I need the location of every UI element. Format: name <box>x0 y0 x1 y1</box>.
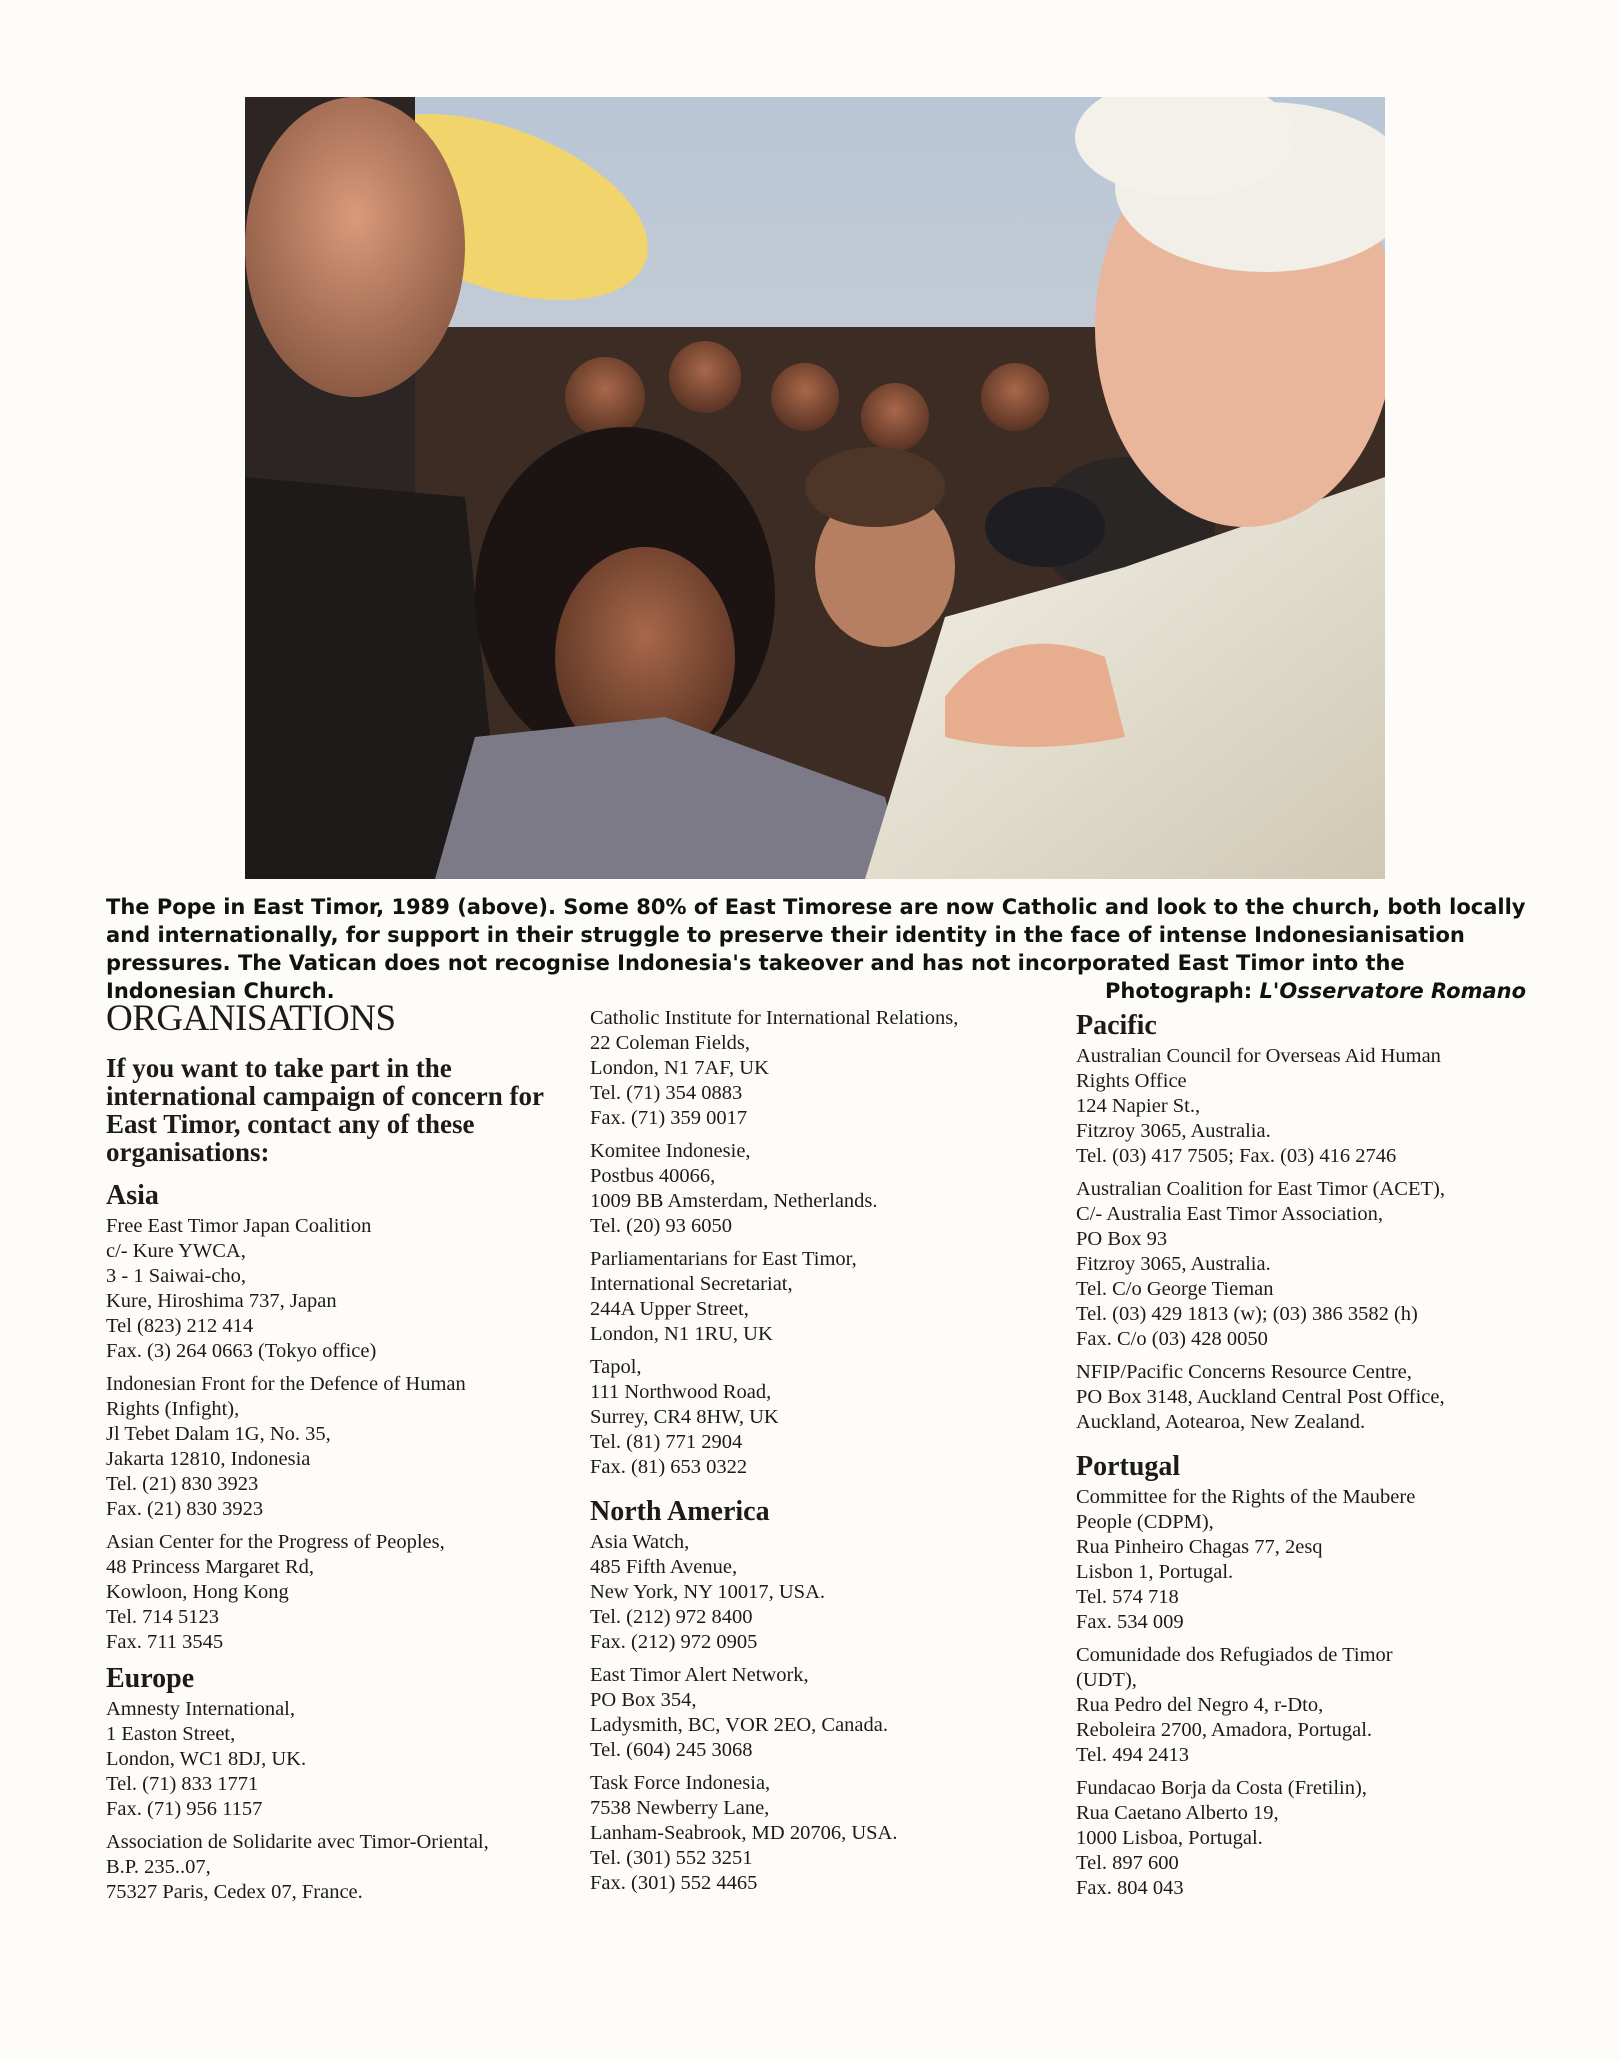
address-line: Fax. (301) 552 4465 <box>590 1872 758 1894</box>
address-line: Tel. 714 5123 <box>106 1606 220 1628</box>
address-line: Tel. (81) 771 2904 <box>590 1431 743 1453</box>
address-line: 124 Napier St., <box>1076 1095 1201 1117</box>
organisation-entry <box>106 1697 576 1822</box>
asia-entries <box>106 1214 576 1655</box>
address-line: Tel. (20) 93 6050 <box>590 1215 733 1237</box>
organisation-entry <box>1076 1643 1546 1768</box>
address-line: Tel. C/o George Tieman <box>1076 1278 1274 1300</box>
address-line: Surrey, CR4 8HW, UK <box>590 1406 779 1428</box>
organisation-entry <box>590 1006 1060 1131</box>
organisation-entry <box>590 1530 1060 1655</box>
address-line: Fax. (21) 830 3923 <box>106 1498 264 1520</box>
address-line: 1000 Lisboa, Portugal. <box>1076 1827 1263 1849</box>
address-line: Tapol, <box>590 1356 642 1378</box>
organisation-entry <box>1076 1485 1546 1635</box>
address-line: People (CDPM), <box>1076 1511 1214 1533</box>
address-line: Tel (823) 212 414 <box>106 1315 254 1337</box>
europe-entries <box>106 1697 576 1905</box>
photograph-pope-crowd-icon <box>245 97 1385 879</box>
address-line: Reboleira 2700, Amadora, Portugal. <box>1076 1719 1373 1741</box>
column-1 <box>106 998 576 1913</box>
address-line: (UDT), <box>1076 1669 1137 1691</box>
address-line: 75327 Paris, Cedex 07, France. <box>106 1881 363 1903</box>
address-line: Rua Pedro del Negro 4, r-Dto, <box>1076 1694 1324 1716</box>
address-line: Committee for the Rights of the Maubere <box>1076 1486 1416 1508</box>
address-line: Rua Caetano Alberto 19, <box>1076 1802 1279 1824</box>
address-line: Tel. (21) 830 3923 <box>106 1473 259 1495</box>
address-line: Tel. (212) 972 8400 <box>590 1606 753 1628</box>
address-line: 1 Easton Street, <box>106 1723 236 1745</box>
address-line: Fax. 804 043 <box>1076 1877 1184 1899</box>
address-line: Asia Watch, <box>590 1531 690 1553</box>
address-line: PO Box 3148, Auckland Central Post Office, <box>1076 1386 1445 1408</box>
photo-credit <box>1105 977 1526 1005</box>
address-line: Lanham-Seabrook, MD 20706, USA. <box>590 1822 898 1844</box>
organisation-entry <box>590 1139 1060 1239</box>
address-line: Tel. (03) 417 7505; Fax. (03) 416 2746 <box>1076 1145 1397 1167</box>
address-line: Fundacao Borja da Costa (Fretilin), <box>1076 1777 1367 1799</box>
address-line: Auckland, Aotearoa, New Zealand. <box>1076 1411 1366 1433</box>
organisation-entry <box>590 1771 1060 1896</box>
north-america-entries <box>590 1530 1060 1896</box>
address-line: Task Force Indonesia, <box>590 1772 771 1794</box>
region-heading-portugal: Portugal <box>1076 1451 1181 1482</box>
address-line: Tel. (301) 552 3251 <box>590 1847 753 1869</box>
address-line: Jl Tebet Dalam 1G, No. 35, <box>106 1423 331 1445</box>
address-line: 7538 Newberry Lane, <box>590 1797 770 1819</box>
address-line: Comunidade dos Refugiados de Timor <box>1076 1644 1393 1666</box>
address-line: Kure, Hiroshima 737, Japan <box>106 1290 337 1312</box>
address-line: Rights (Infight), <box>106 1398 240 1420</box>
organisation-entry <box>1076 1044 1546 1169</box>
photograph-pope-east-timor <box>245 97 1385 879</box>
address-line: Association de Solidarite avec Timor-Oriental, <box>106 1831 489 1853</box>
caption-text: The Pope in East Timor, 1989 (above). Some 80% of East Timorese are now Catholic and look to the church, both locally and internationally, for support in their struggle to preserve their identity in the face of intense Indonesianisation pressures. The Vatican does not recognise Indonesia's takeover and has not incorporated East Timor into the Indonesian Church. <box>106 895 1526 1003</box>
column-3 <box>1076 1006 1546 1909</box>
address-line: Australian Coalition for East Timor (ACET), <box>1076 1178 1445 1200</box>
address-line: Postbus 40066, <box>590 1165 716 1187</box>
organisation-entry <box>1076 1360 1546 1435</box>
address-line: PO Box 354, <box>590 1689 697 1711</box>
address-line: 48 Princess Margaret Rd, <box>106 1556 315 1578</box>
address-line: Tel. 897 600 <box>1076 1852 1179 1874</box>
address-line: Fax. (3) 264 0663 (Tokyo office) <box>106 1340 377 1362</box>
address-line: Fitzroy 3065, Australia. <box>1076 1120 1271 1142</box>
region-heading-pacific: Pacific <box>1076 1010 1157 1041</box>
address-line: Indonesian Front for the Defence of Human <box>106 1373 466 1395</box>
address-line: London, N1 1RU, UK <box>590 1323 773 1345</box>
organisation-entry <box>106 1214 576 1364</box>
region-heading-europe: Europe <box>106 1663 195 1694</box>
address-line: Tel. (604) 245 3068 <box>590 1739 753 1761</box>
organisation-entry <box>106 1830 576 1905</box>
photo-caption <box>106 893 1526 1005</box>
address-line: Fax. 534 009 <box>1076 1611 1184 1633</box>
address-line: Asian Center for the Progress of Peoples, <box>106 1531 445 1553</box>
organisation-entry <box>1076 1177 1546 1352</box>
address-line: Australian Council for Overseas Aid Human <box>1076 1045 1441 1067</box>
address-line: Tel. (03) 429 1813 (w); (03) 386 3582 (h) <box>1076 1303 1418 1325</box>
address-line: East Timor Alert Network, <box>590 1664 809 1686</box>
address-line: Rights Office <box>1076 1070 1187 1092</box>
address-line: Fax. C/o (03) 428 0050 <box>1076 1328 1268 1350</box>
organisation-entry <box>106 1530 576 1655</box>
pacific-entries <box>1076 1044 1546 1435</box>
organisation-entry <box>590 1247 1060 1347</box>
region-heading-north-america: North America <box>590 1496 770 1527</box>
address-line: Free East Timor Japan Coalition <box>106 1215 372 1237</box>
organisation-entry <box>106 1372 576 1522</box>
organisation-entry <box>1076 1776 1546 1901</box>
address-line: 3 - 1 Saiwai-cho, <box>106 1265 247 1287</box>
region-heading-asia: Asia <box>106 1180 159 1211</box>
address-line: Catholic Institute for International Relations, <box>590 1007 959 1029</box>
address-line: Fax. (81) 653 0322 <box>590 1456 748 1478</box>
address-line: Fitzroy 3065, Australia. <box>1076 1253 1271 1275</box>
address-line: 244A Upper Street, <box>590 1298 749 1320</box>
address-line: Fax. (71) 359 0017 <box>590 1107 748 1129</box>
address-line: London, N1 7AF, UK <box>590 1057 769 1079</box>
portugal-entries <box>1076 1485 1546 1901</box>
address-line: Komitee Indonesie, <box>590 1140 751 1162</box>
address-line: Lisbon 1, Portugal. <box>1076 1561 1234 1583</box>
address-line: NFIP/Pacific Concerns Resource Centre, <box>1076 1361 1412 1383</box>
address-line: 22 Coleman Fields, <box>590 1032 751 1054</box>
address-line: 485 Fifth Avenue, <box>590 1556 738 1578</box>
organisation-entry <box>590 1663 1060 1763</box>
address-line: Rua Pinheiro Chagas 77, 2esq <box>1076 1536 1323 1558</box>
address-line: Fax. (212) 972 0905 <box>590 1631 758 1653</box>
credit-label: Photograph: <box>1105 979 1253 1003</box>
address-line: C/- Australia East Timor Association, <box>1076 1203 1383 1225</box>
credit-source: L'Osservatore Romano <box>1259 979 1526 1003</box>
organisation-entry <box>590 1355 1060 1480</box>
address-line: Tel. (71) 354 0883 <box>590 1082 743 1104</box>
address-line: Tel. 494 2413 <box>1076 1744 1190 1766</box>
address-line: Fax. 711 3545 <box>106 1631 224 1653</box>
page-title: ORGANISATIONS <box>106 998 396 1039</box>
address-line: PO Box 93 <box>1076 1228 1168 1250</box>
intro-text: If you want to take part in the international campaign of concern for East Timor, contact any of these organisations: <box>106 1053 544 1167</box>
address-line: Tel. (71) 833 1771 <box>106 1773 259 1795</box>
address-line: 1009 BB Amsterdam, Netherlands. <box>590 1190 878 1212</box>
address-line: Amnesty International, <box>106 1698 296 1720</box>
address-line: Fax. (71) 956 1157 <box>106 1798 263 1820</box>
address-line: Ladysmith, BC, VOR 2EO, Canada. <box>590 1714 888 1736</box>
address-line: New York, NY 10017, USA. <box>590 1581 826 1603</box>
column-2 <box>590 1006 1060 1904</box>
address-line: International Secretariat, <box>590 1273 793 1295</box>
address-line: Tel. 574 718 <box>1076 1586 1179 1608</box>
address-line: London, WC1 8DJ, UK. <box>106 1748 307 1770</box>
europe-cont-entries <box>590 1006 1060 1480</box>
address-line: Jakarta 12810, Indonesia <box>106 1448 311 1470</box>
address-line: B.P. 235..07, <box>106 1856 211 1878</box>
address-line: Parliamentarians for East Timor, <box>590 1248 857 1270</box>
address-line: Kowloon, Hong Kong <box>106 1581 289 1603</box>
address-line: 111 Northwood Road, <box>590 1381 772 1403</box>
address-line: c/- Kure YWCA, <box>106 1240 246 1262</box>
